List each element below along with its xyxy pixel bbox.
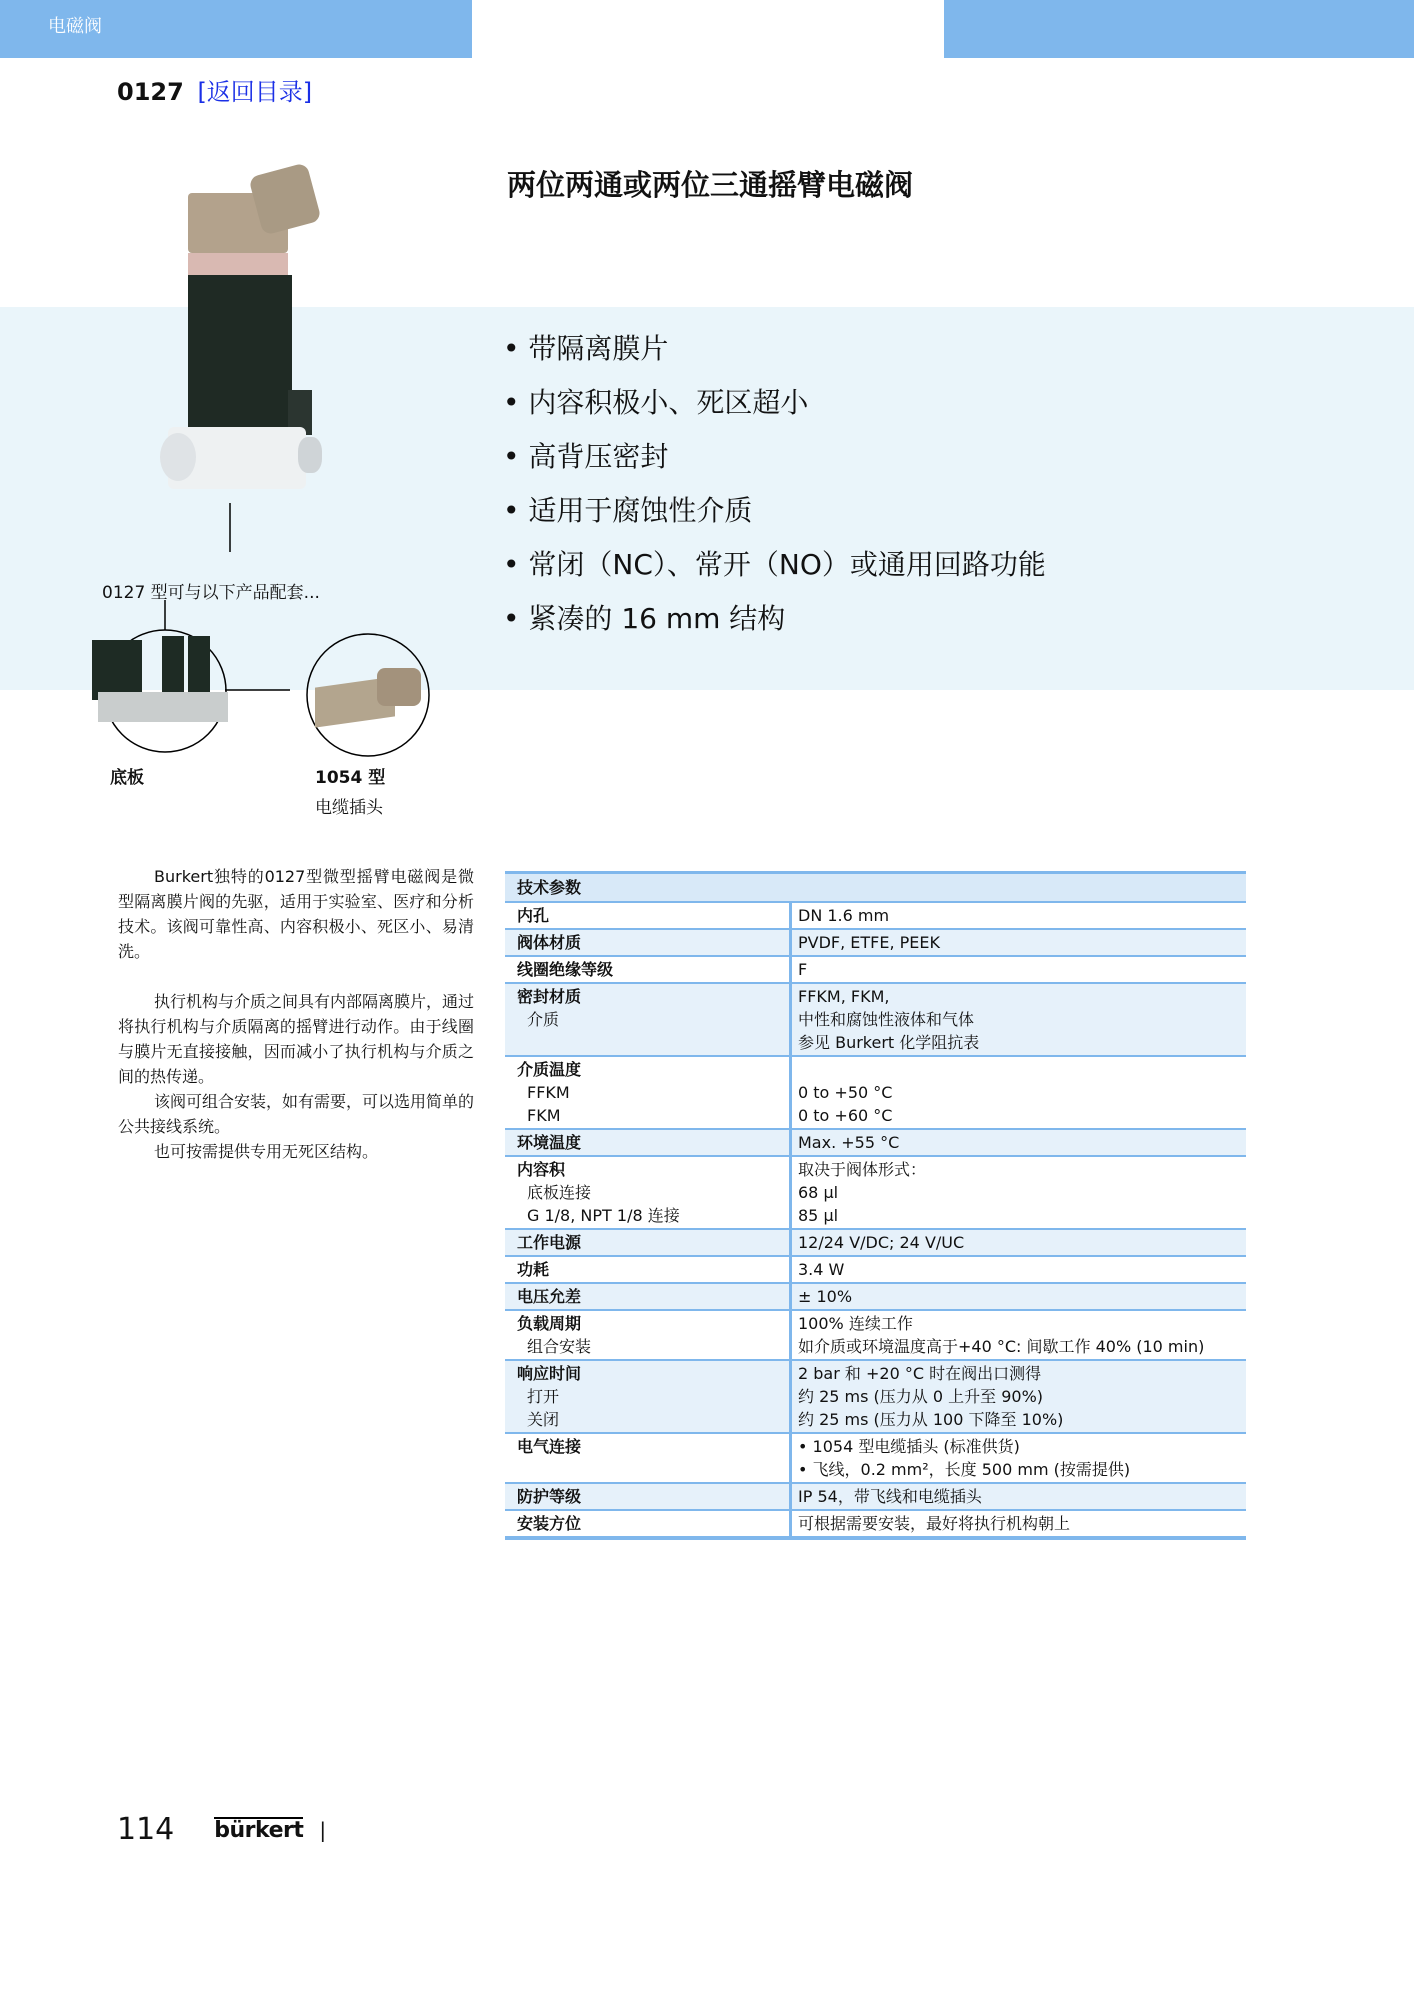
spec-value: 取决于阀体形式： [798, 1160, 927, 1179]
spec-label-cell [505, 1484, 792, 1509]
spec-sublabel: FKM [527, 1106, 561, 1125]
spec-sublabel: 底板连接 [527, 1183, 592, 1202]
spec-label-cell [505, 930, 792, 955]
spec-label: 响应时间 [517, 1364, 582, 1383]
spec-label: 功耗 [517, 1260, 550, 1279]
spec-label-cell [505, 1057, 792, 1128]
model-number: 0127 [117, 78, 184, 106]
spec-sublabel: 组合安装 [527, 1337, 592, 1356]
base-plate-image [92, 640, 232, 720]
accessory-intro: 0127 型可与以下产品配套... [102, 583, 320, 603]
footer-separator: | [319, 1817, 327, 1842]
spec-value: F [798, 960, 808, 979]
spec-value: 68 μl [798, 1183, 839, 1202]
feature-item: • 带隔离膜片 [503, 332, 669, 365]
spec-label-cell [505, 903, 792, 928]
spec-label-cell [505, 957, 792, 982]
description [118, 864, 474, 1164]
footer [117, 1812, 326, 1847]
spec-label: 内容积 [517, 1160, 566, 1179]
spec-label: 介质温度 [517, 1060, 582, 1079]
spec-value: 85 μl [798, 1206, 839, 1225]
spec-sublabel: 关闭 [527, 1410, 560, 1429]
spec-label-cell [505, 1157, 792, 1228]
spec-value: FFKM, FKM, [798, 987, 890, 1006]
spec-label: 内孔 [517, 906, 550, 925]
spec-value: 可根据需要安装，最好将执行机构朝上 [798, 1514, 1071, 1533]
spec-row [505, 1282, 1246, 1309]
spec-value: 3.4 W [798, 1260, 845, 1279]
spec-label-cell [505, 1511, 792, 1536]
spec-label-cell [505, 1230, 792, 1255]
feature-item: • 紧凑的 16 mm 结构 [503, 602, 786, 635]
spec-value-cell [792, 1157, 1246, 1228]
spec-value: PVDF, ETFE, PEEK [798, 933, 941, 952]
spec-value: 中性和腐蚀性液体和气体 [798, 1010, 975, 1029]
toc-link[interactable]: [返回目录] [197, 78, 313, 106]
page-title: 两位两通或两位三通摇臂电磁阀 [507, 168, 914, 202]
spec-sublabel: 打开 [527, 1387, 560, 1406]
spec-label-cell [505, 1130, 792, 1155]
spec-value-cell [792, 1284, 1246, 1309]
spec-label: 安装方位 [517, 1514, 582, 1533]
spec-value: 2 bar 和 +20 °C 时在阀出口测得 [798, 1364, 1042, 1383]
spec-value: 0 to +60 °C [798, 1106, 893, 1125]
spec-value-cell [792, 984, 1246, 1055]
spec-value: 100% 连续工作 [798, 1314, 913, 1333]
spec-row [505, 1128, 1246, 1155]
spec-row [505, 1155, 1246, 1228]
spec-value-cell [792, 1230, 1246, 1255]
spec-row [505, 928, 1246, 955]
description-paragraph: Burkert独特的0127型微型摇臂电磁阀是微型隔离膜片阀的先驱，适用于实验室、医疗和分析技术。该阀可靠性高、内容积极小、死区小、易清洗。 [118, 867, 474, 961]
spec-label: 阀体材质 [517, 933, 582, 952]
spec-label: 密封材质 [517, 987, 582, 1006]
spec-value: ± 10% [798, 1287, 853, 1306]
spec-sublabel: FFKM [527, 1083, 570, 1102]
spec-row [505, 1509, 1246, 1536]
spec-label: 电气连接 [517, 1437, 582, 1456]
spec-label: 工作电源 [517, 1233, 582, 1252]
spec-row [505, 1228, 1246, 1255]
spec-value [798, 1058, 1240, 1081]
spec-row [505, 1055, 1246, 1128]
spec-label: 防护等级 [517, 1487, 582, 1506]
description-paragraph: 也可按需提供专用无死区结构。 [154, 1142, 379, 1161]
spec-row [505, 955, 1246, 982]
section-title: 电磁阀 [48, 16, 102, 37]
header-bar-right [944, 0, 1414, 58]
spec-row [505, 1482, 1246, 1509]
spec-row [505, 1309, 1246, 1359]
spec-value-cell [792, 1257, 1246, 1282]
spec-value-cell [792, 1511, 1246, 1536]
spec-label: 负载周期 [517, 1314, 582, 1333]
plug-model-label: 1054 型 [315, 768, 386, 788]
spec-row [505, 1255, 1246, 1282]
spec-value: Max. +55 °C [798, 1133, 900, 1152]
spec-value-cell [792, 1057, 1246, 1128]
spec-row [505, 982, 1246, 1055]
plug-desc-label: 电缆插头 [315, 798, 383, 818]
spec-value-cell [792, 903, 1246, 928]
spec-value: 参见 Burkert 化学阻抗表 [798, 1033, 980, 1052]
spec-value: 12/24 V/DC; 24 V/UC [798, 1233, 965, 1252]
page-number: 114 [117, 1812, 175, 1847]
spec-row [505, 901, 1246, 928]
spec-sublabel: 介质 [527, 1010, 560, 1029]
burkert-logo: bürkert [214, 1817, 304, 1843]
spec-label-cell [505, 1284, 792, 1309]
spec-value: 0 to +50 °C [798, 1083, 893, 1102]
spec-value-cell [792, 957, 1246, 982]
spec-label-cell [505, 1311, 792, 1359]
spec-label-cell [505, 984, 792, 1055]
spec-value-cell [792, 1484, 1246, 1509]
spec-value: 如介质或环境温度高于+40 °C: 间歇工作 40% (10 min) [798, 1337, 1205, 1356]
spec-label: 电压允差 [517, 1287, 582, 1306]
spec-value-cell [792, 930, 1246, 955]
spec-label-cell [505, 1361, 792, 1432]
spec-row [505, 1432, 1246, 1482]
spec-label: 环境温度 [517, 1133, 582, 1152]
spec-value: • 1054 型电缆插头 (标准供货) [798, 1437, 1020, 1456]
cable-plug-image [315, 672, 425, 722]
description-paragraph: 该阀可组合安装，如有需要，可以选用简单的公共接线系统。 [118, 1092, 475, 1136]
spec-sublabel: G 1/8, NPT 1/8 连接 [527, 1206, 680, 1225]
spec-value-cell [792, 1130, 1246, 1155]
description-paragraph: 执行机构与介质之间具有内部隔离膜片，通过将执行机构与介质隔离的摇臂进行动作。由于线圈与膜片无直接接触，因而减小了执行机构与介质之间的热传递。 [118, 992, 475, 1086]
feature-item: • 高背压密封 [503, 440, 669, 473]
spec-value: IP 54，带飞线和电缆插头 [798, 1487, 982, 1506]
spec-value-cell [792, 1434, 1246, 1482]
spec-value-cell [792, 1361, 1246, 1432]
spec-value: DN 1.6 mm [798, 906, 890, 925]
spec-table-title: 技术参数 [505, 874, 1246, 901]
feature-item: • 适用于腐蚀性介质 [503, 494, 753, 527]
feature-item: • 常闭（NC）、常开（NO）或通用回路功能 [503, 548, 1046, 581]
spec-table [505, 871, 1246, 1540]
base-plate-label: 底板 [110, 768, 144, 788]
spec-value: 约 25 ms (压力从 0 上升至 90%) [798, 1387, 1044, 1406]
spec-label: 线圈绝缘等级 [517, 960, 614, 979]
spec-value: 约 25 ms (压力从 100 下降至 10%) [798, 1410, 1064, 1429]
spec-row [505, 1359, 1246, 1432]
spec-label-cell [505, 1257, 792, 1282]
spec-value-cell [792, 1311, 1246, 1359]
feature-item: • 内容积极小、死区超小 [503, 386, 809, 419]
spec-value: • 飞线，0.2 mm²，长度 500 mm (按需提供) [798, 1460, 1131, 1479]
spec-label-cell [505, 1434, 792, 1482]
